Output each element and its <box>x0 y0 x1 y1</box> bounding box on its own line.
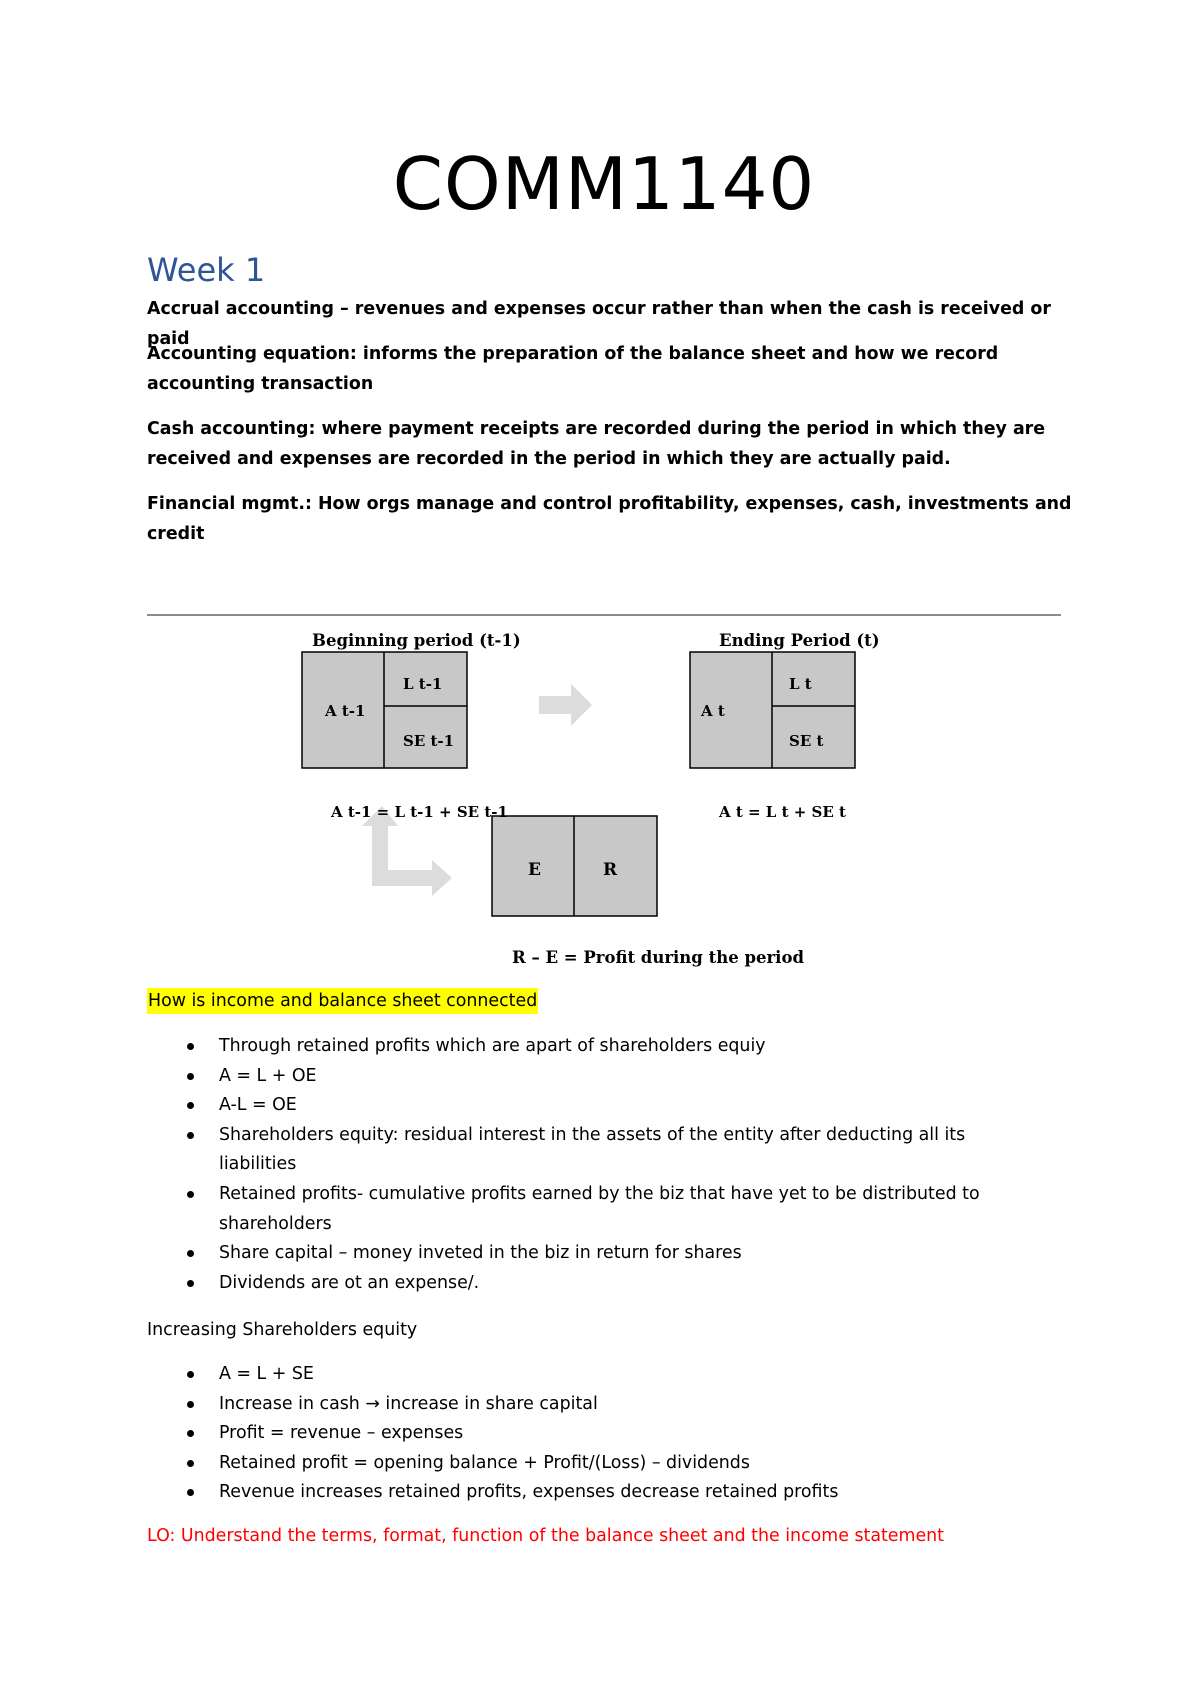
income-bullet-item <box>147 1121 1047 1180</box>
income-bullet-text: A = L + OE <box>219 1065 317 1086</box>
bullet-icon <box>187 1280 194 1287</box>
equity-bullet-item <box>147 1360 1047 1390</box>
bullet-icon <box>187 1401 194 1408</box>
bullet-icon <box>187 1250 194 1257</box>
begin-liabilities-label: L t-1 <box>403 675 443 693</box>
income-balance-heading: How is income and balance sheet connected <box>147 988 538 1014</box>
income-bullet-text: A-L = OE <box>219 1095 297 1116</box>
bullet-icon <box>187 1043 194 1050</box>
income-bullet-item <box>147 1269 1047 1299</box>
paragraph-accrual-accounting: Accrual accounting – revenues and expenses occur rather than when the cash is received or paid <box>147 299 1051 349</box>
income-bullet-item <box>147 1062 1047 1092</box>
section-heading: Week 1 <box>147 251 266 289</box>
bullet-icon <box>187 1371 194 1378</box>
paragraph-cash-accounting: Cash accounting: where payment receipts are recorded during the period in which they are received and expenses are recorded in the period in which they are actually paid. <box>147 419 1046 469</box>
shareholders-equity-bullet-list <box>147 1360 1047 1508</box>
begin-equity-label: SE t-1 <box>403 732 455 750</box>
equity-bullet-text: Retained profit = opening balance + Profit/(Loss) – dividends <box>219 1452 750 1473</box>
income-bullet-item <box>147 1091 1047 1121</box>
equity-bullet-item <box>147 1390 1047 1420</box>
income-bullet-text: Shareholders equity: residual interest in the assets of the entity after deducting all its liabilities <box>219 1124 966 1175</box>
learning-objective: LO: Understand the terms, format, function of the balance sheet and the income statement <box>147 1526 944 1546</box>
shareholders-equity-heading: Increasing Shareholders equity <box>147 1320 418 1340</box>
equity-bullet-item <box>147 1478 1047 1508</box>
income-bullet-text: Retained profits- cumulative profits earned by the biz that have yet to be distributed to shareholders <box>219 1183 980 1234</box>
income-bullet-item <box>147 1032 1047 1062</box>
accounting-period-diagram-svg <box>147 622 1061 970</box>
end-equity-label: SE t <box>789 732 824 750</box>
income-bullet-item <box>147 1239 1047 1269</box>
bullet-icon <box>187 1191 194 1198</box>
bullet-icon <box>187 1073 194 1080</box>
bullet-icon <box>187 1132 194 1139</box>
begin-assets-label: A t-1 <box>325 702 366 720</box>
equity-bullet-text: A = L + SE <box>219 1364 314 1384</box>
accounting-period-diagram <box>147 622 1061 970</box>
document-title: COMM1140 <box>392 142 816 226</box>
paragraph-financial-management: Financial mgmt.: How orgs manage and control profitability, expenses, cash, investments and credit <box>147 494 1072 544</box>
begin-equation-label: A t-1 = L t-1 + SE t-1 <box>331 803 508 821</box>
income-bullet-text: Through retained profits which are apart of shareholders equiy <box>219 1036 766 1056</box>
equity-bullet-item <box>147 1449 1047 1479</box>
income-bullet-text: Dividends are ot an expense/. <box>219 1272 480 1293</box>
right-arrow-icon <box>539 684 592 726</box>
income-bullet-text: Share capital – money inveted in the biz in return for shares <box>219 1243 742 1264</box>
horizontal-divider <box>147 614 1061 616</box>
end-equation-label: A t = L t + SE t <box>719 803 846 821</box>
equity-bullet-item <box>147 1419 1047 1449</box>
equity-bullet-text: Profit = revenue – expenses <box>219 1423 464 1444</box>
income-balance-bullet-list <box>147 1032 1047 1298</box>
end-assets-label: A t <box>701 702 725 720</box>
revenues-label: R <box>603 860 618 880</box>
expenses-label: E <box>528 860 541 880</box>
bullet-icon <box>187 1460 194 1467</box>
bullet-icon <box>187 1489 194 1496</box>
bullet-icon <box>187 1430 194 1437</box>
ending-period-label: Ending Period (t) <box>719 631 880 650</box>
end-liabilities-label: L t <box>789 675 812 693</box>
profit-equation-label: R – E = Profit during the period <box>512 948 804 967</box>
equity-bullet-text: Revenue increases retained profits, expenses decrease retained profits <box>219 1482 839 1503</box>
paragraph-accounting-equation: Accounting equation: informs the preparation of the balance sheet and how we record accounting transaction <box>147 344 999 394</box>
beginning-period-label: Beginning period (t-1) <box>312 631 521 650</box>
equity-bullet-text: Increase in cash → increase in share capital <box>219 1393 598 1414</box>
income-bullet-item <box>147 1180 1047 1239</box>
bullet-icon <box>187 1102 194 1109</box>
